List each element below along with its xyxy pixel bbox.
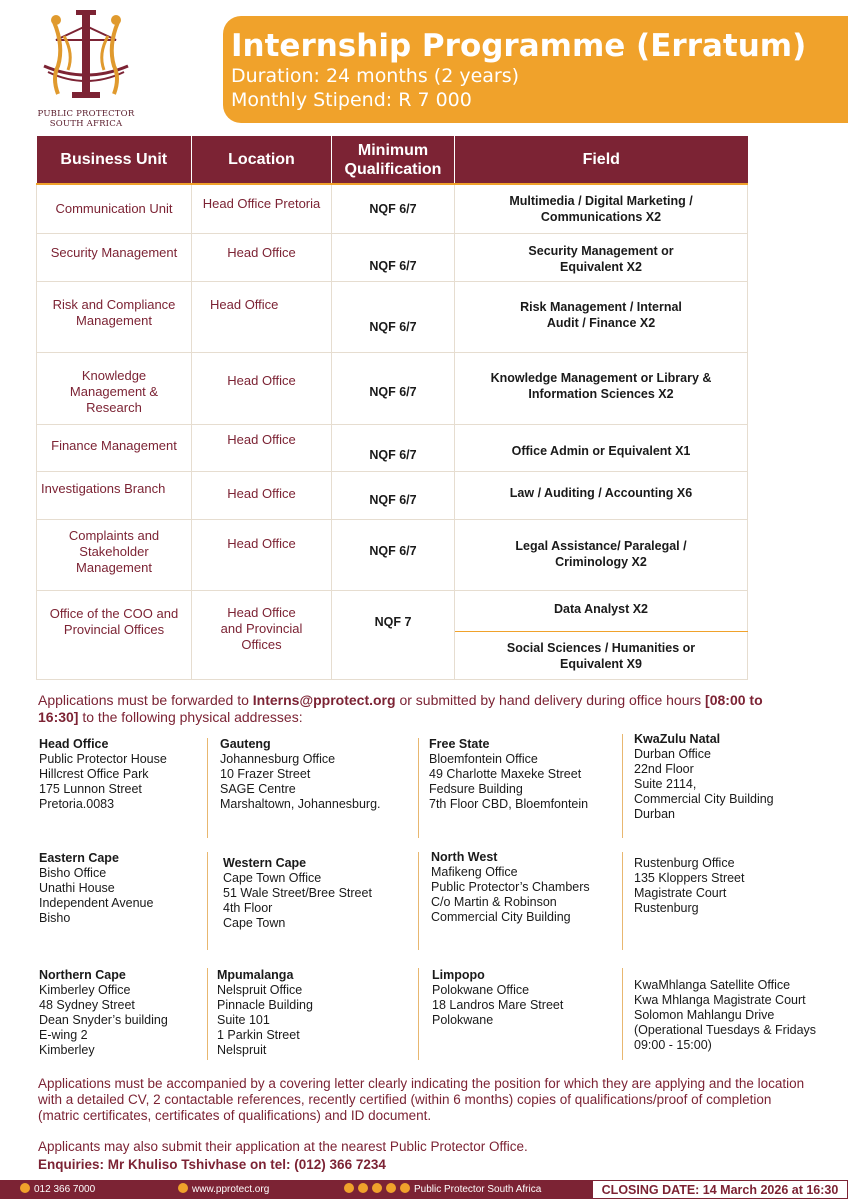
twitter-icon	[358, 1183, 368, 1193]
footer-website[interactable]: www.pprotect.org	[178, 1180, 269, 1199]
qualification-cell: NQF 6/7	[332, 471, 455, 519]
duration-text: Duration: 24 months (2 years)	[231, 65, 520, 87]
field-cell: Law / Auditing / Accounting X6	[455, 471, 748, 519]
divider	[622, 968, 623, 1060]
title-banner	[223, 16, 848, 123]
divider	[418, 738, 419, 838]
logo	[30, 6, 142, 130]
facebook-icon	[344, 1183, 354, 1193]
table-header-row	[37, 136, 748, 184]
field-cell: Data Analyst X2	[455, 590, 748, 631]
table-row	[37, 471, 748, 519]
location-cell: Head Office	[192, 352, 332, 424]
office-address: Western Cape Cape Town Office 51 Wale Street/Bree Street 4th Floor Cape Town	[223, 856, 372, 930]
office-address: Eastern Cape Bisho Office Unathi House Independent Avenue Bisho	[39, 851, 154, 925]
header-field: Field	[455, 136, 748, 184]
field-cell: Multimedia / Digital Marketing / Communications X2	[455, 184, 748, 233]
field-cell: Knowledge Management or Library & Information Sciences X2	[455, 352, 748, 424]
office-address: Free State Bloemfontein Office 49 Charlotte Maxeke Street Fedsure Building 7th Floor CBD, Bloemfontein	[429, 737, 589, 811]
office-address: Head Office Public Protector House Hillcrest Office Park 175 Lunnon Street Pretoria.0083	[39, 737, 167, 811]
header-location: Location	[192, 136, 332, 184]
table-row	[37, 424, 748, 471]
field-cell: Legal Assistance/ Paralegal / Criminology X2	[455, 519, 748, 590]
footer	[0, 1180, 848, 1199]
divider	[622, 852, 623, 950]
table-row	[37, 233, 748, 281]
header-business-unit: Business Unit	[37, 136, 192, 184]
qualification-cell: NQF 6/7	[332, 233, 455, 281]
office-address: Limpopo Polokwane Office 18 Landros Mare Street Polokwane	[432, 968, 564, 1027]
office-address: KwaZulu Natal Durban Office 22nd Floor Suite 2114, Commercial City Building Durban	[634, 732, 774, 821]
table-row	[37, 590, 748, 631]
location-cell: Head Office and Provincial Offices	[192, 590, 332, 679]
globe-icon	[178, 1183, 188, 1193]
office-address: North West Mafikeng Office Public Protector’s Chambers C/o Martin & Robinson Commercial City Building	[431, 850, 590, 924]
office-address: Gauteng Johannesburg Office 10 Frazer Street SAGE Centre Marshaltown, Johannesburg.	[220, 737, 381, 811]
enquiries-note: Enquiries: Mr Khuliso Tshivhase on tel: (012) 366 7234	[38, 1157, 386, 1172]
qualification-cell: NQF 6/7	[332, 424, 455, 471]
office-address: Rustenburg Office 135 Kloppers Street Magistrate Court Rustenburg	[634, 856, 745, 915]
field-cell: Office Admin or Equivalent X1	[455, 424, 748, 471]
office-address: Northern Cape Kimberley Office 48 Sydney Street Dean Snyder’s building E-wing 2 Kimberley	[39, 968, 168, 1057]
field-cell: Security Management or Equivalent X2	[455, 233, 748, 281]
location-cell: Head Office	[192, 281, 332, 352]
divider	[418, 852, 419, 950]
table-row	[37, 352, 748, 424]
page-title: Internship Programme (Erratum)	[231, 28, 807, 64]
location-cell: Head Office	[192, 519, 332, 590]
location-cell: Head Office Pretoria	[192, 184, 332, 233]
divider	[418, 968, 419, 1060]
unit-cell: Security Management	[37, 233, 192, 281]
field-cell: Risk Management / Internal Audit / Finance X2	[455, 281, 748, 352]
unit-cell: Knowledge Management & Research	[37, 352, 192, 424]
table-row	[37, 519, 748, 590]
unit-cell: Investigations Branch	[37, 471, 192, 519]
office-address: KwaMhlanga Satellite Office Kwa Mhlanga Magistrate Court Solomon Mahlangu Drive (Operational Tuesdays & Fridays 09:00 - 15:00)	[634, 978, 817, 1052]
positions-table	[36, 136, 748, 680]
requirements-note: Applications must be accompanied by a covering letter clearly indicating the position for which they are applying and the location with a detailed CV, 2 contactable references, recently certified (within 6 months) copies of qualifications/proof of completion (matric certificates, certificates of qualifications) and ID document.	[38, 1076, 805, 1123]
location-cell: Head Office	[192, 471, 332, 519]
table-row	[37, 281, 748, 352]
footer-social: Public Protector South Africa	[344, 1180, 541, 1199]
footer-phone: 012 366 7000	[20, 1180, 95, 1199]
scales-of-justice-logo	[34, 6, 138, 108]
qualification-cell: NQF 6/7	[332, 281, 455, 352]
divider	[207, 852, 208, 950]
unit-cell: Complaints and Stakeholder Management	[37, 519, 192, 590]
unit-cell: Office of the COO and Provincial Offices	[37, 590, 192, 679]
field-cell-2: Social Sciences / Humanities or Equivalent X9	[455, 631, 748, 679]
header-qualification: Minimum Qualification	[332, 136, 455, 184]
qualification-cell: NQF 6/7	[332, 352, 455, 424]
phone-icon	[20, 1183, 30, 1193]
divider	[207, 968, 208, 1060]
instagram-icon	[372, 1183, 382, 1193]
location-cell: Head Office	[192, 233, 332, 281]
application-instructions: Applications must be forwarded to Interns@pprotect.org or submitted by hand delivery during office hours [08:00 to 16:30] to the following physical addresses:	[38, 692, 763, 725]
nearest-office-note: Applicants may also submit their application at the nearest Public Protector Office.	[38, 1139, 528, 1154]
qualification-cell: NQF 6/7	[332, 519, 455, 590]
unit-cell: Communication Unit	[37, 184, 192, 233]
unit-cell: Risk and Compliance Management	[37, 281, 192, 352]
table-row	[37, 184, 748, 233]
office-address: Mpumalanga Nelspruit Office Pinnacle Building Suite 101 1 Parkin Street Nelspruit	[217, 968, 313, 1057]
closing-date: CLOSING DATE: 14 March 2026 at 16:30	[592, 1180, 848, 1199]
youtube-icon	[400, 1183, 410, 1193]
unit-cell: Finance Management	[37, 424, 192, 471]
divider	[207, 738, 208, 838]
application-email[interactable]: Interns@pprotect.org	[252, 692, 396, 708]
location-cell: Head Office	[192, 424, 332, 471]
linkedin-icon	[386, 1183, 396, 1193]
org-name: PUBLIC PROTECTOR SOUTH AFRICA	[37, 109, 135, 129]
stipend-text: Monthly Stipend: R 7 000	[231, 89, 472, 111]
qualification-cell: NQF 6/7	[332, 184, 455, 233]
qualification-cell: NQF 7	[332, 590, 455, 679]
divider	[622, 734, 623, 838]
